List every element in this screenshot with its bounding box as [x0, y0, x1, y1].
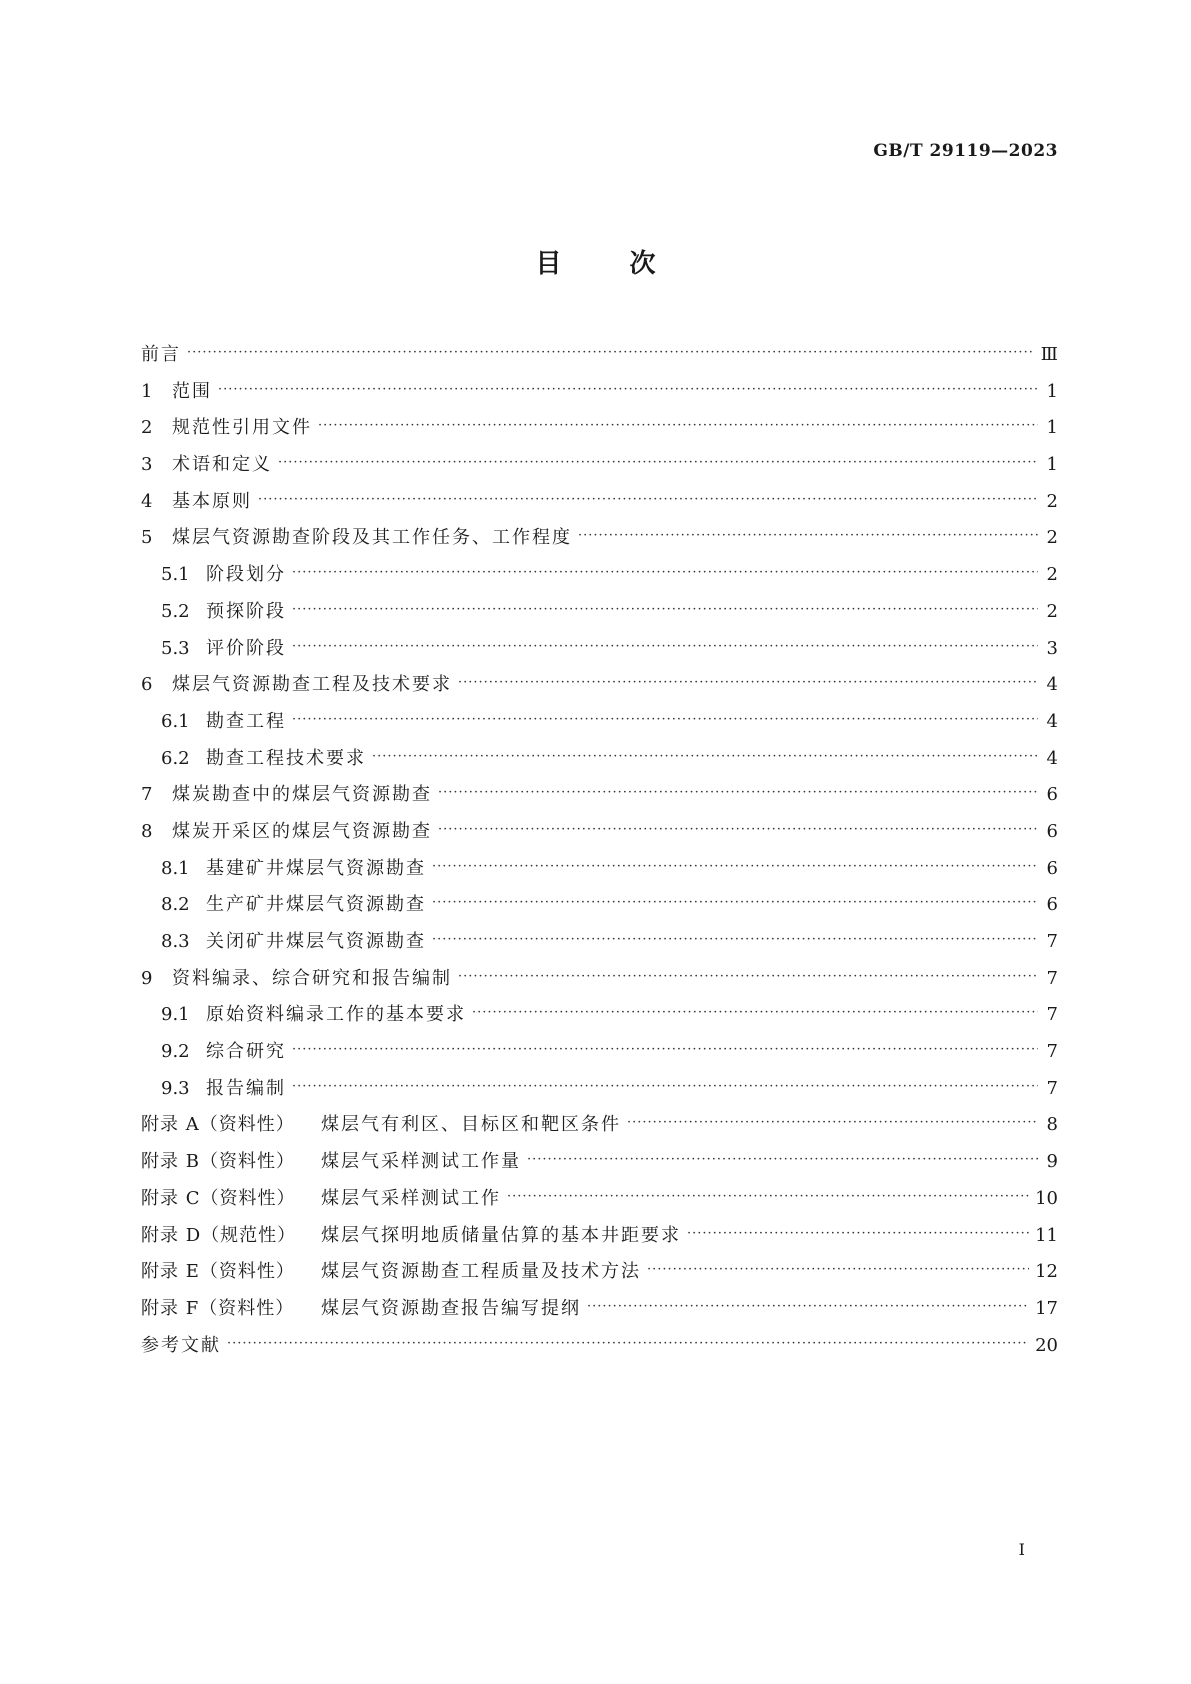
toc-leader-dots: [292, 639, 1038, 654]
toc-entry-title: 煤层气资源勘查阶段及其工作任务、工作程度: [172, 527, 572, 549]
toc-entry-page: 1: [1046, 417, 1058, 439]
toc-entry-number: 附录 D（规范性）: [141, 1224, 297, 1246]
toc-entry[interactable]: [141, 340, 1058, 377]
toc-entry[interactable]: [141, 854, 1058, 891]
toc-entry-page: 7: [1046, 1041, 1058, 1063]
toc-entry-title: 煤层气有利区、目标区和靶区条件: [321, 1114, 621, 1136]
toc-leader-dots: [318, 418, 1038, 433]
toc-entry-title: 规范性引用文件: [172, 417, 312, 439]
toc-entry-title: 煤层气采样测试工作: [321, 1187, 501, 1209]
toc-entry-title: 勘查工程: [206, 710, 286, 732]
toc-leader-dots: [627, 1115, 1038, 1130]
toc-entry-number: 8.2: [161, 894, 190, 916]
toc-entry-title: 预探阶段: [206, 600, 286, 622]
toc-entry-page: 17: [1035, 1297, 1058, 1319]
toc-entry-page: 7: [1046, 931, 1058, 952]
toc-entry-number: 4: [141, 490, 153, 512]
toc-entry[interactable]: [141, 560, 1058, 597]
toc-entry-page: 4: [1046, 674, 1058, 696]
toc-entry[interactable]: [141, 1074, 1058, 1111]
toc-entry-number: 2: [141, 417, 153, 439]
toc-leader-dots: [527, 1152, 1038, 1167]
toc-entry-page: 6: [1046, 857, 1058, 879]
toc-entry-title: 煤层气资源勘查报告编写提纲: [321, 1297, 581, 1319]
toc-leader-dots: [372, 749, 1038, 764]
toc-entry[interactable]: [141, 634, 1058, 671]
toc-entry-title: 生产矿井煤层气资源勘查: [206, 894, 426, 916]
toc-leader-dots: [507, 1189, 1029, 1204]
toc-entry-title: 煤层气资源勘查工程及技术要求: [172, 674, 452, 696]
toc-leader-dots: [438, 822, 1038, 837]
toc-leader-dots: [458, 675, 1038, 690]
toc-entry-title: 参考文献: [141, 1334, 221, 1356]
toc-entry[interactable]: [141, 817, 1058, 854]
toc-entry-number: 附录 B（资料性）: [141, 1151, 295, 1173]
toc-entry[interactable]: [141, 377, 1058, 414]
toc-entry-number: 8: [141, 820, 153, 842]
toc-leader-dots: [292, 1042, 1038, 1057]
toc-entry-title: 阶段划分: [206, 564, 286, 586]
toc-leader-dots: [458, 969, 1038, 984]
toc-entry[interactable]: [141, 1184, 1058, 1221]
table-of-contents: [141, 340, 1058, 1367]
toc-entry-title: 原始资料编录工作的基本要求: [206, 1004, 466, 1026]
toc-entry[interactable]: [141, 927, 1058, 964]
toc-entry[interactable]: [141, 1294, 1058, 1331]
toc-entry-number: 5.1: [161, 564, 190, 586]
toc-entry-page: 6: [1046, 894, 1058, 916]
toc-leader-dots: [187, 345, 1035, 360]
toc-entry-title: 煤层气资源勘查工程质量及技术方法: [321, 1261, 641, 1283]
toc-entry-page: 3: [1046, 637, 1058, 659]
toc-leader-dots: [647, 1262, 1029, 1277]
toc-leader-dots: [292, 565, 1038, 580]
toc-entry[interactable]: [141, 964, 1058, 1001]
toc-entry-number: 9.1: [161, 1004, 190, 1026]
toc-entry-number: 5: [141, 527, 153, 549]
toc-entry-title: 基本原则: [172, 490, 252, 512]
toc-entry-number: 9.3: [161, 1077, 190, 1099]
toc-entry-page: 2: [1046, 527, 1058, 549]
toc-entry-page: 11: [1035, 1224, 1058, 1246]
toc-entry[interactable]: [141, 1110, 1058, 1147]
toc-entry-title: 前言: [141, 344, 181, 365]
title-char-1: 目: [535, 249, 562, 279]
toc-entry-title: 关闭矿井煤层气资源勘查: [206, 931, 426, 952]
toc-entry-number: 6.1: [161, 710, 190, 732]
standard-code: GB/T 29119—2023: [873, 141, 1058, 161]
toc-leader-dots: [432, 895, 1038, 910]
toc-leader-dots: [432, 932, 1038, 947]
toc-entry-title: 基建矿井煤层气资源勘查: [206, 857, 426, 879]
toc-entry-number: 9.2: [161, 1041, 190, 1063]
toc-entry-page: 2: [1046, 564, 1058, 586]
toc-entry[interactable]: [141, 450, 1058, 487]
toc-leader-dots: [587, 1299, 1029, 1314]
toc-entry-number: 附录 F（资料性）: [141, 1297, 295, 1319]
toc-entry-number: 5.2: [161, 600, 190, 622]
toc-leader-dots: [258, 492, 1038, 507]
toc-entry[interactable]: [141, 1331, 1058, 1368]
toc-entry-title: 范围: [172, 380, 212, 402]
toc-entry-title: 术语和定义: [172, 454, 272, 476]
toc-entry-number: 3: [141, 454, 153, 476]
toc-leader-dots: [472, 1005, 1038, 1020]
toc-entry-page: 4: [1046, 747, 1058, 769]
toc-entry-page: 7: [1046, 967, 1058, 989]
toc-entry-number: 8.3: [161, 931, 190, 952]
toc-entry[interactable]: [141, 670, 1058, 707]
toc-entry-number: 附录 E（资料性）: [141, 1261, 295, 1283]
toc-entry-page: 9: [1046, 1151, 1058, 1173]
toc-entry-title: 报告编制: [206, 1077, 286, 1099]
toc-entry-page: 6: [1046, 820, 1058, 842]
toc-leader-dots: [227, 1336, 1029, 1351]
toc-entry[interactable]: [141, 1147, 1058, 1184]
toc-entry-page: 6: [1046, 784, 1058, 806]
toc-entry-page: 4: [1046, 710, 1058, 732]
toc-entry-page: 1: [1046, 380, 1058, 402]
toc-entry-title: 煤层气采样测试工作量: [321, 1151, 521, 1173]
toc-entry[interactable]: [141, 1221, 1058, 1258]
toc-entry-title: 评价阶段: [206, 637, 286, 659]
toc-entry-number: 附录 A（资料性）: [141, 1114, 295, 1136]
toc-entry[interactable]: [141, 1000, 1058, 1037]
toc-entry-number: 6.2: [161, 747, 190, 769]
toc-entry-title: 综合研究: [206, 1041, 286, 1063]
toc-entry-number: 附录 C（资料性）: [141, 1187, 296, 1209]
toc-entry-number: 1: [141, 380, 153, 402]
toc-entry-number: 6: [141, 674, 153, 696]
toc-entry-number: 9: [141, 967, 153, 989]
toc-entry-page: 7: [1046, 1077, 1058, 1099]
toc-leader-dots: [438, 785, 1038, 800]
toc-entry[interactable]: [141, 1257, 1058, 1294]
toc-entry-title: 煤炭勘查中的煤层气资源勘查: [172, 784, 432, 806]
toc-entry-title: 煤层气探明地质储量估算的基本井距要求: [321, 1224, 681, 1246]
toc-entry[interactable]: [141, 707, 1058, 744]
toc-entry[interactable]: [141, 523, 1058, 560]
toc-leader-dots: [432, 859, 1038, 874]
toc-entry-number: 5.3: [161, 637, 190, 659]
toc-entry[interactable]: [141, 413, 1058, 450]
toc-entry[interactable]: [141, 780, 1058, 817]
toc-entry-title: 勘查工程技术要求: [206, 747, 366, 769]
toc-entry-page: 12: [1035, 1261, 1058, 1283]
toc-entry-page: 2: [1046, 490, 1058, 512]
toc-entry-title: 煤炭开采区的煤层气资源勘查: [172, 820, 432, 842]
toc-entry-page: 8: [1046, 1114, 1058, 1136]
toc-leader-dots: [292, 1079, 1038, 1094]
toc-leader-dots: [278, 455, 1038, 470]
toc-entry[interactable]: [141, 1037, 1058, 1074]
toc-entry-title: 资料编录、综合研究和报告编制: [172, 967, 452, 989]
toc-leader-dots: [292, 602, 1038, 617]
toc-entry[interactable]: [141, 597, 1058, 634]
toc-entry-page: 10: [1035, 1187, 1058, 1209]
toc-leader-dots: [218, 382, 1038, 397]
toc-entry-page: 7: [1046, 1004, 1058, 1026]
toc-entry-number: 8.1: [161, 857, 190, 879]
toc-entry-page: 2: [1046, 600, 1058, 622]
toc-leader-dots: [687, 1226, 1029, 1241]
toc-entry[interactable]: [141, 487, 1058, 524]
toc-leader-dots: [578, 528, 1038, 543]
title-char-2: 次: [629, 249, 656, 279]
toc-entry-page: Ⅲ: [1040, 344, 1058, 365]
toc-entry[interactable]: [141, 744, 1058, 781]
toc-leader-dots: [292, 712, 1038, 727]
toc-entry-page: 1: [1046, 454, 1058, 476]
toc-entry-page: 20: [1035, 1334, 1058, 1356]
toc-entry-number: 7: [141, 784, 153, 806]
page-title: [0, 243, 1191, 280]
toc-entry[interactable]: [141, 890, 1058, 927]
page-folio: Ⅰ: [1018, 1540, 1025, 1559]
